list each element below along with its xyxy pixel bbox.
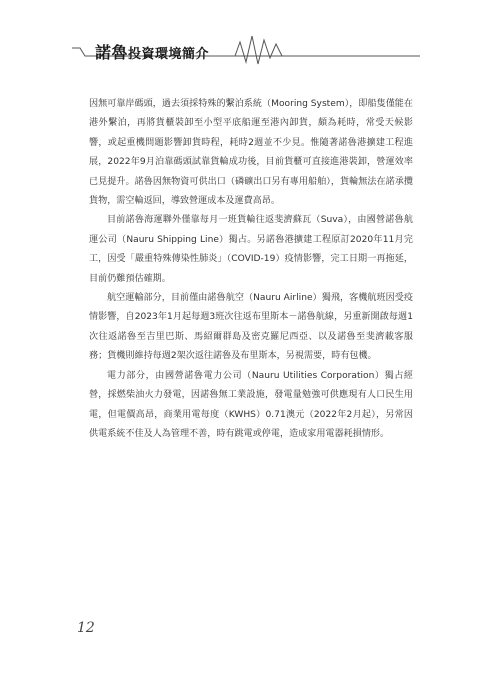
page-number: 12 xyxy=(77,620,95,636)
header-rule-heartbeat xyxy=(0,0,480,90)
page-header xyxy=(0,0,480,90)
header-title-rest: 投資環境簡介 xyxy=(128,47,210,62)
paragraph-3: 航空運輸部分，目前僅由諾魯航空（Nauru Airline）獨飛，客機航班因受疫情影響，自2023年1月起每週3班次往返布里斯本－諾魯航線，另重新開啟每週1次往返諾魯至吉里巴斯、馬紹爾群島及密克羅尼西亞、以及諾魯至斐濟載客服務；貨機則維持每週2架次返往諾魯及布里斯本，另視需要，時有包機。 xyxy=(89,293,413,362)
paragraph-1: 因無可靠岸碼頭，過去須採特殊的繫泊系統（Mooring System），即船隻僅能在港外繫泊，再將貨櫃裝卸至小型平底船運至港內卸貨，頗為耗時，常受天候影響，或起重機問題影響卸貨時程，耗時2週並不少見。惟隨著諾魯港擴建工程進展，2022年9月泊靠碼頭試靠貨輪成功後，目前貨櫃可直接進港裝卸，營運效率已見提升。諾魯因無物資可供出口（磷礦出口另有專用船舶），貨輪無法在諾承攬貨物，需空輪返回，導致營運成本及運費高昂。 xyxy=(89,99,413,207)
body-text xyxy=(89,95,413,444)
header-title xyxy=(95,40,209,63)
paragraph-2: 目前諾魯海運聯外僅靠每月一班貨輪往返斐濟蘇瓦（Suva），由國營諾魯航運公司（Nauru Shipping Line）獨占。另諾魯港擴建工程原訂2020年11月完工，因受「嚴重特殊傳染性肺炎」（COVID-19）疫情影響，完工日期一再拖延，目前仍難預估確期。 xyxy=(89,215,413,284)
paragraph-4: 電力部分，由國營諾魯電力公司（Nauru Utilities Corporation）獨占經營，採燃柴油火力發電，因諾魯無工業設施，發電量勉強可供應現有人口民生用電，但電價高昂，商業用電每度（KWHS）0.71澳元（2022年2月起），另常因供電系統不佳及人為管理不善，時有跳電或停電，造成家用電器耗損情形。 xyxy=(89,370,413,439)
header-title-main: 諾魯 xyxy=(95,43,129,62)
